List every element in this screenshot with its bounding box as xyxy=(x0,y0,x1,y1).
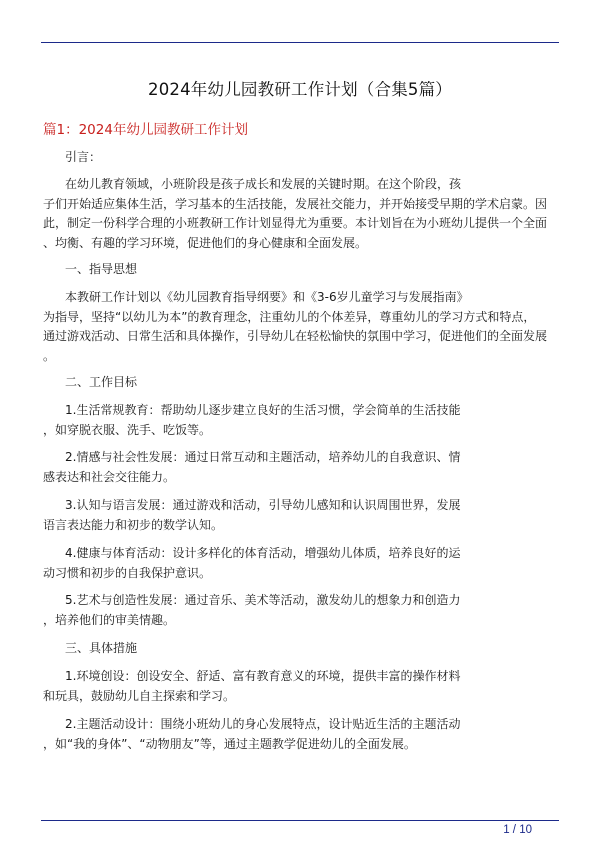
paragraph xyxy=(43,148,557,168)
paragraph-line: 一、指导思想 xyxy=(65,262,138,276)
paragraph-line: 。 xyxy=(43,348,56,363)
paragraph xyxy=(43,591,557,630)
paragraph xyxy=(43,260,557,280)
paragraph-line: 本教研工作计划以《幼儿园教育指导纲要》和《3-6岁儿童学习与发展指南》 xyxy=(65,290,469,304)
paragraph xyxy=(43,715,557,754)
paragraph-line: 引言： xyxy=(65,150,102,164)
paragraph-line: 二、工作目标 xyxy=(65,375,138,389)
paragraph-line: 动习惯和初步的自我保护意识。 xyxy=(43,565,212,580)
paragraph-line: 4.健康与体育活动：设计多样化的体育活动，增强幼儿体质，培养良好的运 xyxy=(65,546,461,560)
paragraph-line: 、均衡、有趣的学习环境，促进他们的身心健康和全面发展。 xyxy=(43,235,368,250)
paragraph-line: 通过游戏活动、日常生活和具体操作，引导幼儿在轻松愉快的氛围中学习，促进他们的全面发展 xyxy=(43,329,548,343)
paragraph-line: 三、具体措施 xyxy=(65,641,138,655)
paragraph-line: 子们开始适应集体生活，学习基本的生活技能，发展社交能力，并开始接受早期的学术启蒙。因 xyxy=(43,196,548,211)
document-title: 2024年幼儿园教研工作计划（合集5篇） xyxy=(148,80,452,99)
paragraph-line: 3.认知与语言发展：通过游戏和活动，引导幼儿感知和认识周围世界，发展 xyxy=(65,498,461,512)
paragraph-line: 2.主题活动设计：围绕小班幼儿的身心发展特点，设计贴近生活的主题活动 xyxy=(65,717,461,731)
paragraph xyxy=(43,401,557,440)
paragraph xyxy=(43,175,557,253)
paragraph-line: 1.生活常规教育：帮助幼儿逐步建立良好的生活习惯，学会简单的生活技能 xyxy=(65,403,461,417)
footer-rule xyxy=(41,820,559,821)
paragraph-line: 2.情感与社会性发展：通过日常互动和主题活动，培养幼儿的自我意识、情 xyxy=(65,450,461,464)
paragraph-line: 感表达和社会交往能力。 xyxy=(43,469,176,484)
paragraph xyxy=(43,639,557,659)
paragraph-line: 1.环境创设：创设安全、舒适、富有教育意义的环境，提供丰富的操作材料 xyxy=(65,669,461,683)
paragraph-line: ，培养他们的审美情趣。 xyxy=(43,612,176,627)
paragraph xyxy=(43,496,557,535)
paragraph xyxy=(43,667,557,706)
paragraph-line: ，如穿脱衣服、洗手、吃饭等。 xyxy=(43,422,212,437)
header-rule xyxy=(41,42,559,43)
paragraph-line: 5.艺术与创造性发展：通过音乐、美术等活动，激发幼儿的想象力和创造力 xyxy=(65,593,461,607)
paragraph-line: 语言表达能力和初步的数学认知。 xyxy=(43,517,224,532)
paragraph-line: 为指导，坚持“以幼儿为本”的教育理念，注重幼儿的个体差异，尊重幼儿的学习方式和特点， xyxy=(43,309,536,324)
section-heading: 篇1：2024年幼儿园教研工作计划 xyxy=(43,122,248,138)
paragraph-line: 在幼儿教育领域，小班阶段是孩子成长和发展的关键时期。在这个阶段，孩 xyxy=(65,177,462,191)
paragraph-line: 此，制定一份科学合理的小班教研工作计划显得尤为重要。本计划旨在为小班幼儿提供一个全面 xyxy=(43,216,548,230)
paragraph xyxy=(43,373,557,393)
paragraph-line: 和玩具，鼓励幼儿自主探索和学习。 xyxy=(43,688,236,703)
paragraph xyxy=(43,544,557,583)
page-number: 1 / 10 xyxy=(503,824,532,836)
paragraph-line: ，如“我的身体”、“动物朋友”等，通过主题教学促进幼儿的全面发展。 xyxy=(43,736,416,751)
paragraph xyxy=(43,288,557,366)
paragraph xyxy=(43,448,557,487)
